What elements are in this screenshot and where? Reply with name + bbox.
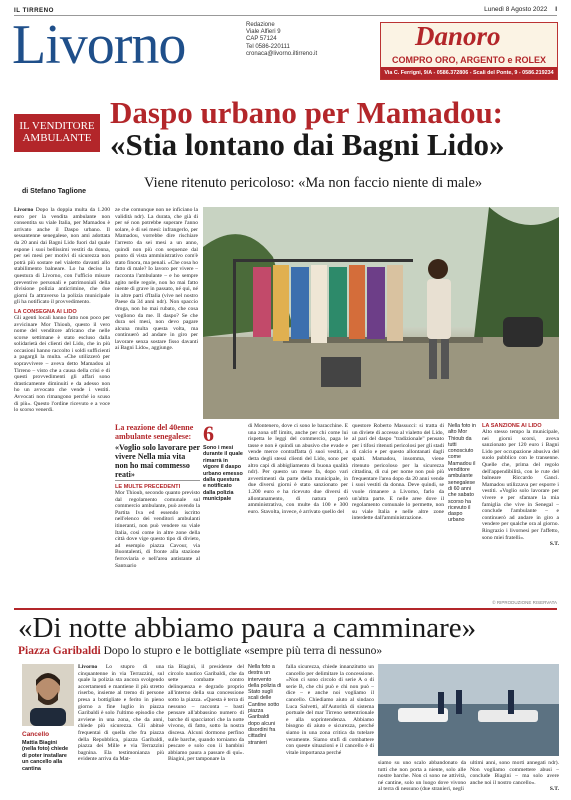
- ad-line1: COMPRO ORO, ARGENTO e ROLEX: [391, 55, 546, 65]
- portrait-illustration: [22, 664, 74, 726]
- col2-text2: Mor Thioub, secondo quanto previsto dal regolamento comunale sul commercio ambulante, può avendo la Partita Iva ed essendo iscritto nell'elenco dei venditori ambulanti itineranti, non può vendere su viale Italia, così come in altre zone della città dove vige questo tipo di divieto, ad esempio piazza Cavour, via Buontalenti, di fronte alla stazione ferroviaria e nell'area antistante al Santuario: [115, 490, 200, 569]
- quote-rule: [115, 480, 200, 481]
- tag-line2: AMBULANTE: [22, 132, 92, 144]
- quote-box: [115, 423, 200, 479]
- story2-col2-text: tia Biagini, il presidente del circolo nautico Garibaldi, che da sette combatte contro delinquenza e degrado proprio all'interno della sua concessione sotto la piazza. «Questa è terra di nessuno – racconta – basti pensare all'abbassino numero di barche di spacciatori che la notte vivono, di fatto, sotto la nostra discesa. Alcuni dormono perfino sulle barche, quando torniamo da pescare e solo con ii bambini abbiamo paura a passare di qui». Biagini, per tamponare la: [168, 664, 244, 763]
- story-divider: [14, 608, 557, 610]
- city-title: Livorno: [12, 14, 186, 76]
- col2-subhead: LE MULTE PRECEDENTI: [115, 484, 181, 490]
- trash-bin: [321, 357, 361, 387]
- police-scene-illustration: [378, 664, 559, 756]
- column-4: [352, 423, 444, 603]
- subtitle: Viene ritenuto pericoloso: «Ma non faccio niente di male»: [144, 175, 483, 191]
- col1-subhead: LA CONSEGNA AI LIDO: [14, 308, 77, 315]
- story2-col1-text: Lo stupro di una cinquantenne in via Terrazzini, sul quale la polizia sta ancora svolgendo accertamenti e mantiene il più stretto riserbo, insieme al tremo di persone presa a bottigliate e ferito in pieno giorno a fine luglio in piazza Garibaldi è solo l'ultimo episodio che avviene in una zona, che da anni, chiede più sicurezza. Gli abituè frequentai di quella che fra piazza della Repubblica, piazza Garibaldi, piazza dei Mille e via Terrazzini bagnina. Ela testimonianza più evidente arriva da Mat-: [78, 664, 164, 763]
- column-1: [14, 207, 110, 414]
- quote-text: «Voglio solo lavorare per vivere Nella mia vita non ho mai commesso reati»: [115, 443, 200, 479]
- quote-title: La reazione del 40enne ambulante senegalese:: [115, 423, 194, 441]
- story2-col3-text: falla sicurezza, chiede innanzitutto un cancello per delimitare la concessione. «Non ci sono circolo di serie A o di serie B, che chi può e chi non può – dice – e anche noi vogliamo il cancello. Chiediamo aiuto al sindaco Luca Salvetti, all'Autorità di sistema portuale del mar Tirreno settentrionale e alla soprintendenza. Abbiamo bisogno di aiuto e sicurezza, perché siamo in una zona critica da tutelare veramente. Siamo stufi di combattere con queste situazioni e il cancello è di vitale importanza perché: [286, 664, 374, 756]
- col5-signature: S.T.: [549, 541, 559, 548]
- story2-headline: «Di notte abbiamo paura a camminare»: [18, 612, 477, 644]
- ad-brand: Danoro: [415, 21, 501, 51]
- story2-col4: [378, 760, 466, 794]
- col2-text: ze che comunque non ne inficiano la validità ndr). La durata, che già di per sé non potrebbe superare l'anno solare, è di sei mesi: infrangerlo, per Mamadou, vorrebbe dire rischiare l'arresto da sei mesi a un anno, quindi non più con sequenze dal punto di vista amministrativo com'è stato finora, ma penali. «Che cosa ho fatto di male? Io lavoro per vivere – racconta l'ambulante – e ho sempre agito nelle regole, non ho mai fatto niente di grave in passato, né qui, né in altre parti d'Italia (vive nel nostro Paese da 34 anni ndr). Non spaccio droga, non ho mai rubato, che cosa vogliono da me. Il daspo? Se che dura sei mesi, non devo pagare alcuna multa questa volta, ma continuerò ad andare in giro per lavorare senza sostare fisso davanti ai Bagni Lido», aggiunge.: [115, 207, 198, 352]
- ad-box: [380, 22, 558, 80]
- headline-1: Daspo urbano per Mamadou:: [110, 95, 504, 130]
- portrait-photo: [22, 664, 74, 726]
- story2-subline: [18, 645, 382, 657]
- section-tag: [14, 114, 100, 152]
- col4-text: questore Roberto Massucci: si tratta di un diviete di accesso al vialetto del Lido, al pari del daspo "tradizionale" pensato per i tifosi ritenuti pericolosi per gli stadi di calcio e per questo allontanati dagli spalti. Mamadou, insomma, viene ritenuto pericoloso per la sicurezza cittadina, di cui per nome non può più frequentare l'area dopo da 20 anni vende i suoi vestiti da donna. Deve quindi, se vuole rimanere a Livorno, farlo da un'altra parte. E nelle aree dove il regolamento comunale lo permette, non su viale Italia e nelle altre zone interdette dall'amministrazione.: [352, 423, 444, 522]
- paper-name: IL TIRRENO: [14, 7, 54, 14]
- main-photo: [203, 207, 559, 419]
- story2-col4-text: siamo su uno scalo abbandonato da tutti che non porta a niente, solo alle nostre barche. Non ci sono ne attività, né cantine, solo un luogo dove vivono al terra di nessuno (due stranieri, negli: [378, 760, 466, 793]
- side-caption: Nella foto in alto Mor Thioub da tutti conosciuto come Mamadou il venditore ambulante senegalese di 60 anni che sabato scorso ha ricevuto il daspo urbano: [448, 423, 476, 524]
- redazione-info: Redazione Viale Alfieri 9 CAP 57124 Tel 0586-220111 cronaca@livorno.iltirreno.it: [246, 22, 318, 57]
- column-2: [115, 207, 198, 418]
- column-5: [482, 423, 559, 603]
- story2-kicker: Piazza Garibaldi: [18, 645, 101, 657]
- author-byline: di Stefano Taglione: [22, 188, 87, 195]
- col1-text2: Gli agenti locali hanno fatto non poco per avvicinare Mor Thioub, questo il vero nome del venditore africano che nelle scorse settimane è stato escluso dalla solidarietà dei clienti del Lido, che in più occasioni hanno raccolto i soldi sufficienti a pagargli la multa. «Che utilizzerò per sopravvivere – aveva detto Mamadou al Tirreno – visto che a causa della crisi e di questi provvedimenti gli affari sono drasticamente diminuiti e da adesso non ho un avvocato che vende i vestiti. Avvocati non rimangono perché io scuso di più». Questo l'ordine ricevuto e a voce lo scorso venerdì.: [14, 314, 110, 414]
- col1-text: Dopo la doppia multa da 1.200 euro per la vendita ambulante non consentita su viale Italia, per Mamadou è arrivato anche il Daspo urbano. Il sessantenne senegalese, non ami adottata da 20 anni dai Bagni Lido fuori dal quale espone i suoi bellissimi vestiti da donna, per sei mesi per motivi di sicurezza non potrà più sostare nel vialetto davanti allo stabilimento balneare. Lo ha deciso la questura di Livorno, con l'ufficio misure preventive personali e patrimoniali della divisione polizia anticrimine, che due giorni fa attraverso la polizia municipale gli ha notificato il provvedimento.: [14, 207, 110, 306]
- scooter: [503, 317, 543, 347]
- caption-number: 6: [203, 421, 214, 446]
- story2-lead: Livorno: [78, 664, 98, 670]
- story2-col3: [286, 664, 374, 794]
- story2-col5-text: ultimi anni, sono morti annegati ndr). Non vogliamo commettere abusi – conclude Biagini – ma solo avere anche noi il nostro cancello».: [470, 760, 559, 786]
- page-number: I: [555, 6, 557, 13]
- headline-2: «Stia lontano dai Bagni Lido»: [110, 127, 505, 162]
- column-3: [248, 423, 348, 603]
- story2-col5: [470, 760, 559, 794]
- story2-photo-caption: Nella foto a destra un intervento della polizia di Stato sugli scali delle Cantine sotto piazza Garibaldi dopo alcuni disordini fra cittadini stranieri: [248, 664, 282, 746]
- lead-word: Livorno: [14, 207, 34, 213]
- tag-line1: IL VENDITORE: [19, 120, 95, 132]
- story2-signature: S.T.: [549, 786, 559, 793]
- ad-line2: Via C. Ferrigni, 9/A - 0586.372806 - Scali del Ponte, 9 - 0586.219234: [381, 67, 557, 79]
- copyright-1: © RIPRODUZIONE RISERVATA: [492, 600, 557, 605]
- vendor-photo-illustration: [203, 207, 559, 419]
- photo-caption: [203, 423, 243, 503]
- date-text: Lunedì 8 Agosto 2022: [484, 6, 548, 13]
- col3-text: di Montenero, dove ci sono le baracchine. E una zona off limits, anche per chi come lui rispetta le leggi del commercio, paga le tasse e non è quindi un abusivo che evade e vende merce contraffatta (i suoi vestiti, a detta degli stessi clienti del Lido, sono per altro capi di abbigliamento di buona qualità ndr). Per questo un mese fa, dopo vari avvertimenti da parte della municipale, in due diversi giorni è stato sanzionato per 1.200 euro e ha ricevuto due diversi di allontanamento, di natura però amministrativa, con multe da 100 e 300 euro. Stavolta, invece, è arrivato quello del: [248, 423, 348, 515]
- story2-subtitle: Dopo lo stupro e le bottigliate «sempre più terra di nessuno»: [103, 645, 383, 657]
- caption-text: Sono i mesi durante il quale rimarrà in vigore il daspo urbano emesso dalla questura e notificato dalla polizia municipale: [203, 445, 243, 503]
- story2-caption: Mattia Biagini (nella foto) chiede di poter installare un cancello alla cantina: [22, 740, 69, 772]
- police-photo: [378, 664, 559, 756]
- col5-subhead: LA SANZIONE AI LIDO: [482, 423, 542, 429]
- column-2b: [115, 484, 200, 604]
- story2-col2: [168, 664, 244, 794]
- issue-date: [484, 6, 557, 13]
- col5-text: Alto stesso tempo la municipale, nei giorni scorsi, aveva sanzionato per 120 euro i Bagni Lido per occupazione abusiva del suolo pubblico con le transenne. Quelle che, prima del regolo dell'appendibilità, con le rute del balneare Riccardo Gancì. Mamadou utilizzava per esporre i vestiti. «Voglio solo lavorare per vivere e per sfamare la mia famiglia che vive in Senegal – conclude l'ambulante – e continuerò ad andare in giro a vendere per qualche ora al giorno. Ringrazio i livornesi per l'affetto, sono miei fratelli».: [482, 429, 559, 541]
- story2-tag: Cancello: [22, 731, 50, 738]
- story2-col1: [78, 664, 164, 794]
